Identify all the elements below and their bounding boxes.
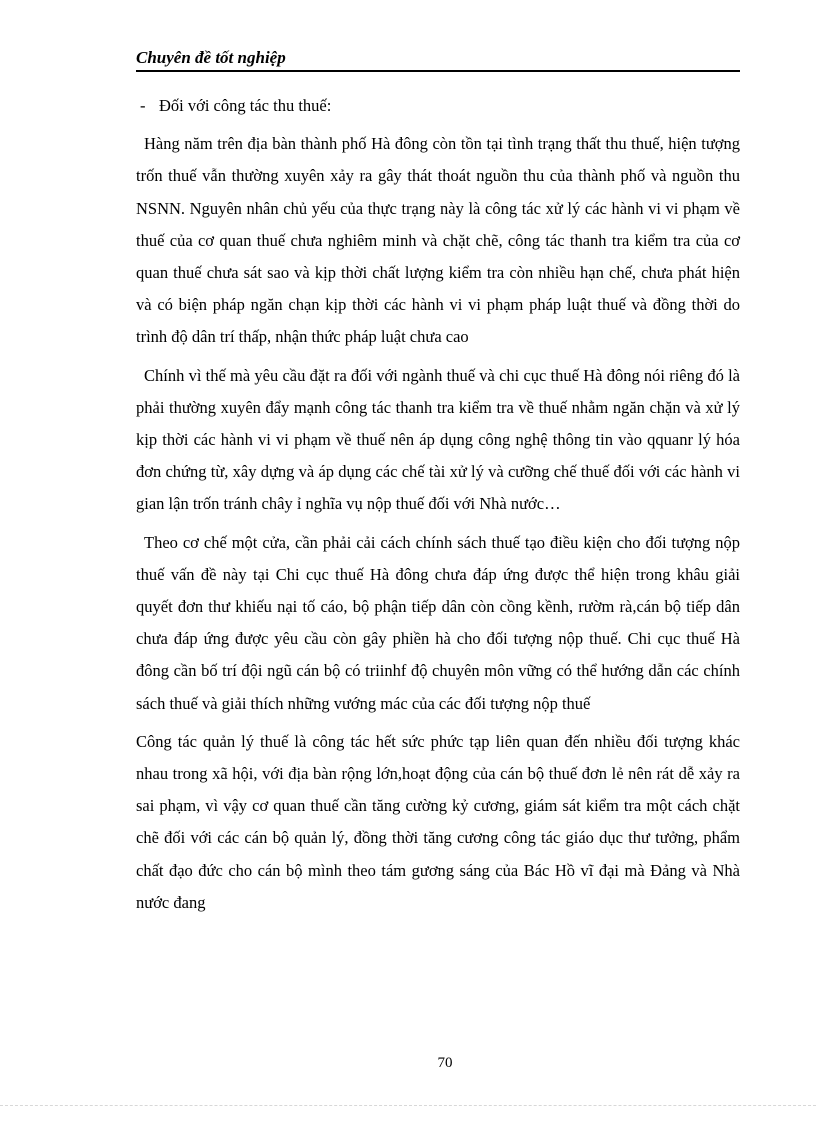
- document-body: [136, 90, 740, 919]
- bullet-item: [136, 90, 740, 122]
- paragraph: Công tác quản lý thuế là công tác hết sức phức tạp liên quan đến nhiều đối tượng khác nhau trong xã hội, với địa bàn rộng lớn,hoạt động của cán bộ thuế đơn lẻ nên rát dễ xảy ra sai phạm, vì vậy cơ quan thuế cần tăng cường kỷ cương, giám sát kiểm tra một cách chặt chẽ đối với các cán bộ quản lý, đồng thời tăng cương công tác giáo dục thư tưởng, phẩm chất đạo đức cho cán bộ mình theo tám gương sáng của Bác Hồ vĩ đại mà Đảng và Nhà nước đang: [136, 731, 740, 912]
- bullet-dash: -: [140, 96, 146, 115]
- paragraph: Theo cơ chế một cửa, cần phải cải cách chính sách thuế tạo điều kiện cho đối tượng nộp thuế vấn đề này tại Chi cục thuế Hà đông chưa đáp ứng được thể hiện trong khâu giải quyết đơn thư khiếu nại tố cáo, bộ phận tiếp dân còn cồng kềnh, rườm rà,cán bộ tiếp dân chưa đáp ứng được yêu cầu còn gây phiền hà cho đối tượng nộp thuế. Chi cục thuế Hà đông cần bố trí đội ngũ cán bộ có triinhf độ chuyên môn vững có thể hướng dẫn các chính sách thuế và giải thích những vướng mác của các đối tượng nộp thuế: [136, 532, 740, 713]
- page-header: [136, 48, 740, 72]
- page-number: 70: [437, 1055, 453, 1071]
- bullet-text: Đối với công tác thu thuế:: [159, 96, 332, 115]
- paragraph: Chính vì thế mà yêu cầu đặt ra đối với ngành thuế và chi cục thuế Hà đông nói riêng đó là phải thường xuyên đẩy mạnh công tác thanh tra kiểm tra về thuế nhằm ngăn chặn và xử lý kịp thời các hành vi vi phạm về thuế nên áp dụng công nghệ thông tin vào qquanr lý hóa đơn chứng từ, xây dựng và áp dụng các chế tài xử lý và cưỡng chế thuế đối với các hành vi gian lận trốn tránh chây ỉ nghĩa vụ nộp thuế đối với Nhà nước…: [136, 365, 740, 514]
- header-title: Chuyên đề tốt nghiệp: [136, 48, 286, 67]
- footer-divider: [0, 1105, 816, 1106]
- paragraph: Hàng năm trên địa bàn thành phố Hà đông còn tồn tại tình trạng thất thu thuế, hiện tượng trốn thuế vẫn thường xuyên xảy ra gây thát thoát nguồn thu của thành phố và nguồn thu NSNN. Nguyên nhân chủ yếu của thực trạng này là công tác xử lý các hành vi vi phạm về thuế của cơ quan thuế chưa nghiêm minh và chặt chẽ, công tác thanh tra kiểm tra của cơ quan thuế chưa sát sao và kịp thời chất lượng kiểm tra còn nhiều hạn chế, chưa phát hiện và có biện pháp ngăn chạn kịp thời các hành vi vi phạm pháp luật thuế và đồng thời do trình độ dân trí thấp, nhận thức pháp luật chưa cao: [136, 134, 740, 347]
